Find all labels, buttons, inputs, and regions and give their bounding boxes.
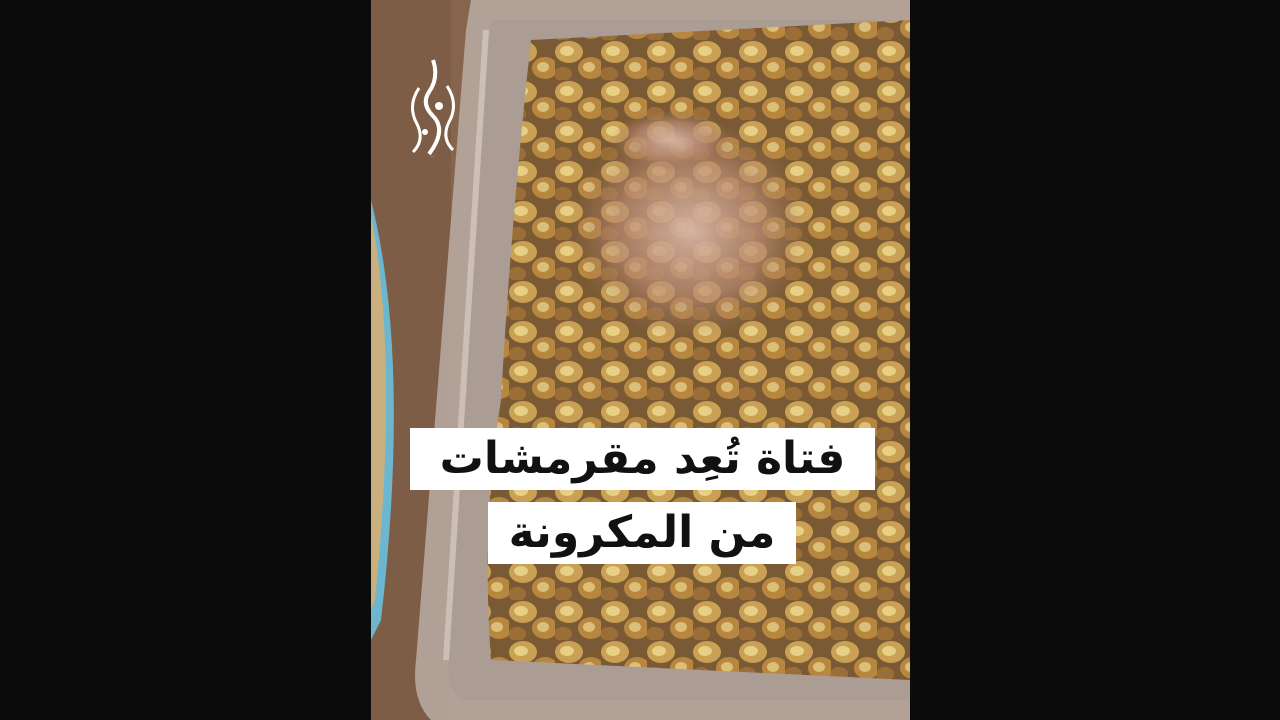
caption-line-1: فتاة تُعِد مقرمشات: [410, 428, 875, 490]
video-frame[interactable]: [371, 0, 910, 720]
caption-line-2: من المكرونة: [488, 502, 796, 564]
logo-text: الجزيرة: [430, 157, 434, 158]
channel-logo: [399, 58, 465, 158]
